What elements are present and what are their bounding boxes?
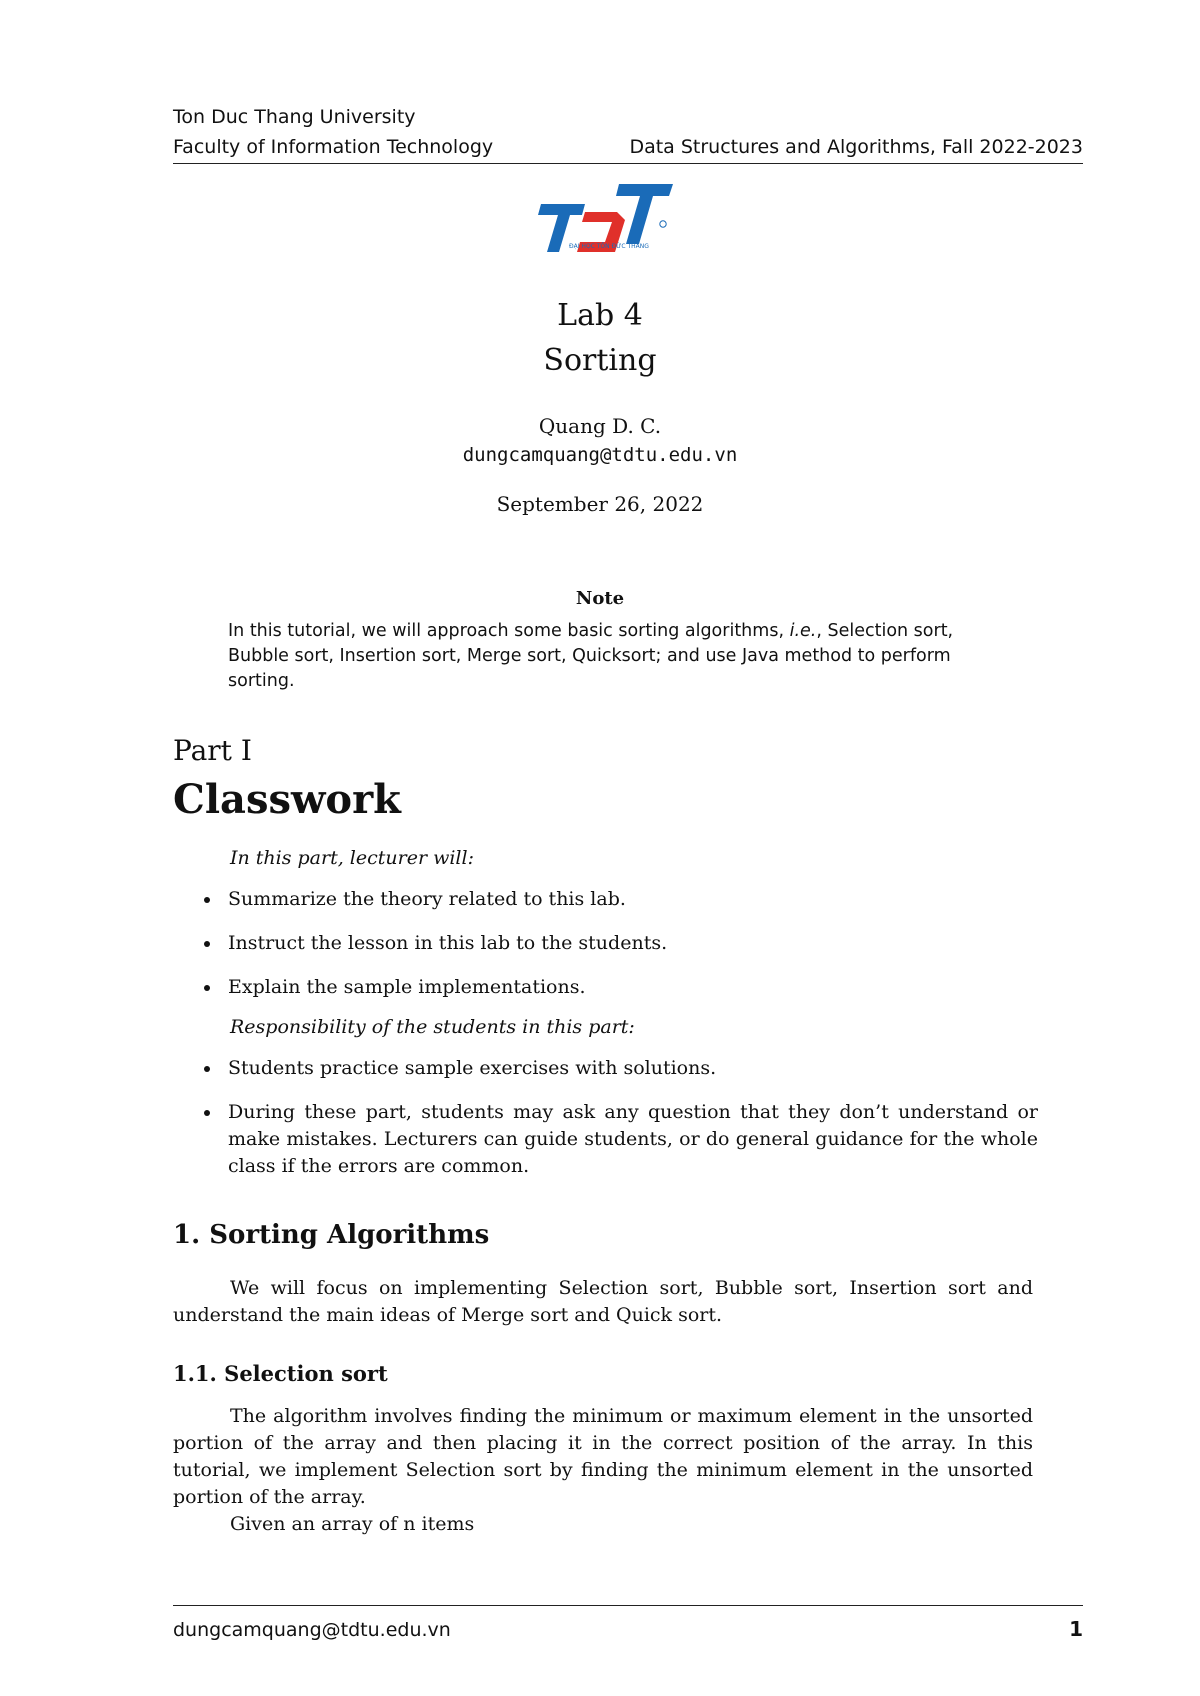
list-item-text: Explain the sample implementations. [228,976,586,998]
bullet-icon [204,941,210,947]
bullet-icon [204,985,210,991]
note-body [228,619,990,694]
document-date: September 26, 2022 [496,492,704,516]
header-rule [173,163,1083,164]
part-title: Classwork [173,776,401,823]
bullet-icon [204,1110,210,1116]
subsection-heading: 1.1. Selection sort [173,1361,388,1386]
lab-topic: Sorting [543,343,657,378]
author-name: Quang D. C. [538,414,662,438]
header-course: Data Structures and Algorithms, Fall 2022-2023 [629,136,1083,158]
note-text-pre: In this tutorial, we will approach some basic sorting algorithms, [228,621,790,641]
list-item-text: Summarize the theory related to this lab. [228,888,626,910]
section-paragraph: We will focus on implementing Selection sort, Bubble sort, Insertion sort and understand the main ideas of Merge sort and Quick sort. [173,1277,1033,1326]
page-number: 1 [1069,1617,1083,1641]
lab-number: Lab 4 [557,298,643,333]
author-email: dungcamquang@tdtu.edu.vn [462,444,738,466]
header-faculty: Faculty of Information Technology [173,136,494,158]
note-text-post: , Selection sort, Bubble sort, Insertion sort, Merge sort, Quicksort; and use Java method to perform sorting. [228,621,954,691]
note-text-ie: i.e. [789,621,817,641]
logo-tagline: ĐẠI HỌC TÔN ĐỨC THẮNG [569,243,649,250]
university-logo [527,182,677,266]
students-intro: Responsibility of the students in this part: [230,1016,635,1038]
bullet-icon [204,897,210,903]
list-item-text: During these part, students may ask any question that they don’t understand or make mistakes. Lecturers can guide students, or do general guidance for the whole class if the errors are common. [228,1101,1038,1177]
logo-mark [538,184,673,252]
bullet-icon [204,1066,210,1072]
list-item-text: Students practice sample exercises with solutions. [228,1057,717,1079]
section-heading: 1. Sorting Algorithms [173,1220,490,1250]
subsection-paragraph: The algorithm involves finding the minimum or maximum element in the unsorted portion of the array and then placing it in the correct position of the array. In this tutorial, we implement Selection sort by finding the minimum element in the unsorted portion of the array. [173,1405,1033,1508]
footer-rule [173,1605,1083,1606]
part-number: Part I [173,734,252,767]
lecturer-intro: In this part, lecturer will: [230,847,474,869]
given-line: Given an array of n items [230,1513,475,1535]
list-item-text: Instruct the lesson in this lab to the students. [228,932,668,954]
footer-email: dungcamquang@tdtu.edu.vn [173,1619,451,1641]
header-university: Ton Duc Thang University [173,106,416,128]
note-heading: Note [575,588,625,609]
